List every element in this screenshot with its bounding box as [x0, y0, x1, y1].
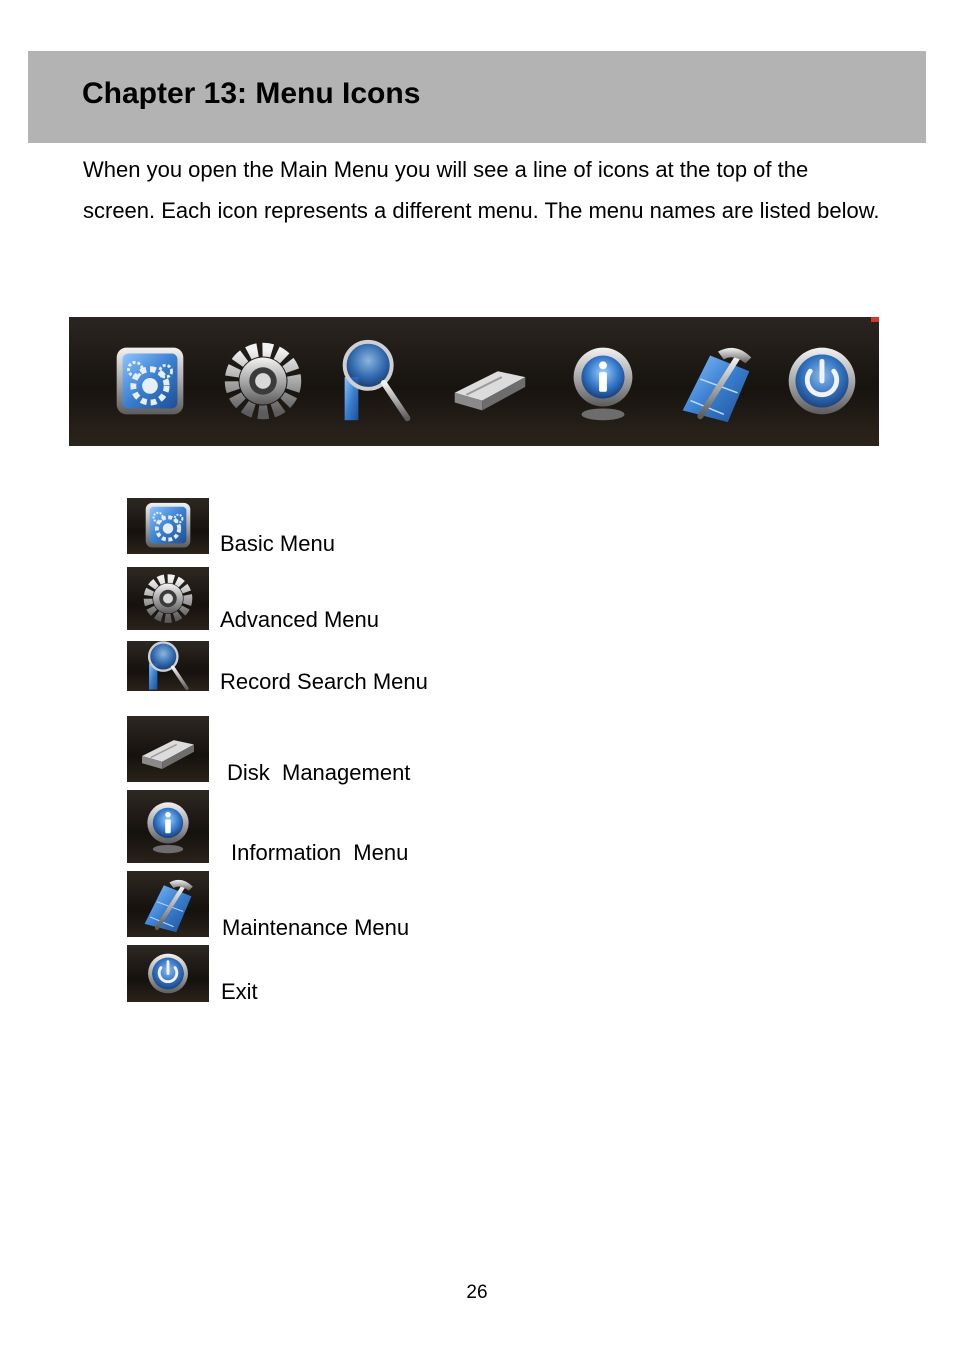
advanced-menu-icon — [127, 567, 209, 630]
list-item-label: Disk Management — [227, 760, 411, 785]
list-item-label: Information Menu — [231, 840, 409, 865]
record-search-icon[interactable] — [327, 329, 425, 433]
list-item-label: Basic Menu — [220, 531, 335, 556]
information-icon — [127, 790, 209, 863]
basic-menu-icon[interactable] — [101, 329, 199, 433]
list-item-label: Exit — [221, 979, 258, 1004]
disk-management-icon[interactable] — [441, 329, 539, 433]
disk-management-icon — [127, 716, 209, 782]
advanced-menu-icon[interactable] — [214, 329, 312, 433]
chapter-header — [28, 51, 926, 143]
list-item-label: Maintenance Menu — [222, 915, 410, 940]
page-number: 26 — [466, 1282, 488, 1303]
exit-icon[interactable] — [773, 329, 871, 433]
list-item-label: Record Search Menu — [220, 669, 428, 694]
exit-icon — [127, 945, 209, 1002]
intro-paragraph: When you open the Main Menu you will see a line of icons at the top of the screen. Each icon represents a different menu. The menu names are listed below. — [83, 157, 880, 223]
record-search-icon — [127, 641, 209, 691]
chapter-title: Chapter 13: Menu Icons — [82, 77, 421, 110]
main-menu-icon-strip — [69, 317, 879, 446]
basic-menu-icon — [127, 498, 209, 554]
list-item-label: Advanced Menu — [220, 607, 379, 632]
maintenance-icon[interactable] — [667, 329, 765, 433]
maintenance-icon — [127, 871, 209, 937]
information-icon[interactable] — [554, 329, 652, 433]
